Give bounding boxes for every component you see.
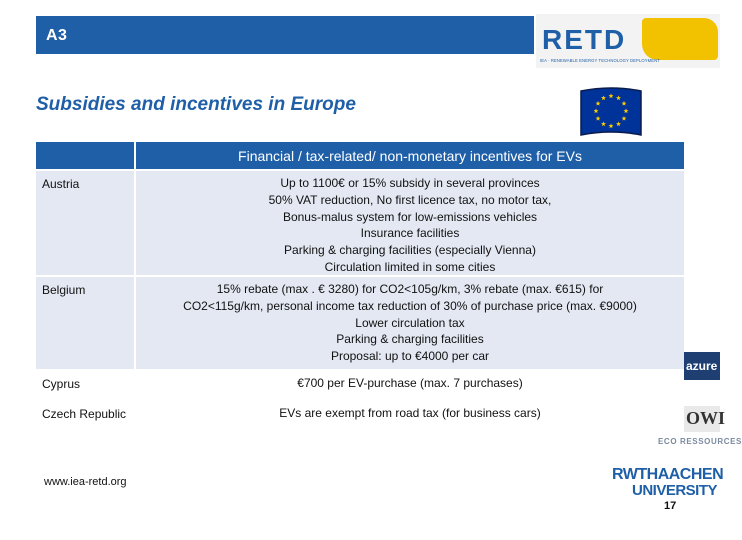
incentive-cell [136, 171, 684, 275]
incentive-line: Insurance facilities [360, 226, 460, 241]
incentive-line: €700 per EV-purchase (max. 7 purchases) [297, 376, 523, 390]
incentive-line: CO2<115g/km, personal income tax reduction of 30% of purchase price (max. €9000) [183, 298, 637, 313]
incentive-line: Parking & charging facilities [336, 332, 484, 347]
country-cell: Czech Republic [42, 407, 127, 421]
table-row [36, 277, 684, 369]
eco-ressources-logo: ECO RESSOURCES [658, 437, 742, 446]
page-title: Subsidies and incentives in Europe [36, 94, 356, 115]
table-header-row [36, 142, 684, 169]
incentive-line: Proposal: up to €4000 per car [330, 349, 490, 364]
incentive-cell [136, 401, 684, 441]
incentive-line: Lower circulation tax [355, 315, 465, 330]
azure-logo-subline [686, 386, 720, 392]
europe-map-icon [642, 18, 718, 60]
incentives-table [36, 142, 684, 441]
rwth-logo-line1: RWTHAACHEN [612, 466, 724, 483]
incentive-cell [136, 371, 684, 399]
azure-logo: azure [684, 352, 720, 380]
country-cell: Austria [36, 171, 134, 275]
logo-text: RETD [542, 24, 627, 55]
footer-website-link[interactable]: www.iea-retd.org [44, 476, 127, 488]
rwth-logo-line2: UNIVERSITY [632, 482, 718, 499]
table-row [36, 401, 684, 441]
header-country-cell [36, 142, 134, 169]
incentive-line: 50% VAT reduction, No first licence tax, no motor tax, [268, 192, 552, 207]
incentive-cell [136, 277, 684, 369]
owi-logo: OWI [684, 406, 720, 432]
country-cell: Cyprus [42, 377, 81, 391]
logo-subtitle: IEA · RENEWABLE ENERGY TECHNOLOGY DEPLOYMENT [540, 58, 660, 63]
page-number: 17 [664, 500, 677, 512]
table-header: Financial / tax-related/ non-monetary incentives for EVs [136, 142, 684, 169]
country-cell: Belgium [36, 277, 134, 369]
section-label: A3 [46, 27, 68, 44]
eu-flag-icon [575, 83, 647, 141]
incentive-line: 15% rebate (max . € 3280) for CO2<105g/km, 3% rebate (max. €615) for [216, 282, 604, 296]
retd-logo [536, 14, 720, 68]
section-bar [36, 16, 534, 54]
incentive-line: Up to 1100€ or 15% subsidy in several provinces [280, 176, 540, 190]
incentive-line: Circulation limited in some cities [324, 259, 496, 274]
incentive-line: Bonus-malus system for low-emissions vehicles [282, 209, 538, 224]
incentive-line: Parking & charging facilities (especially Vienna) [284, 243, 536, 258]
table-row [36, 171, 684, 275]
table-row [36, 371, 684, 399]
incentive-line: EVs are exempt from road tax (for business cars) [279, 406, 541, 420]
